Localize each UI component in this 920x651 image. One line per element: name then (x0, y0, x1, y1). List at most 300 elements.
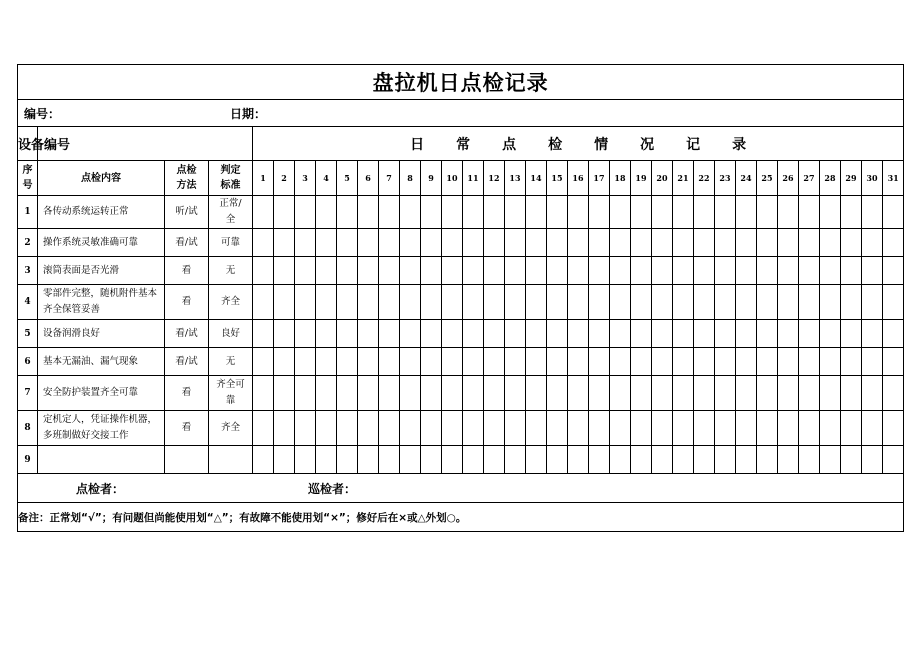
check-cell-day-1[interactable] (253, 257, 274, 285)
check-cell-day-26[interactable] (778, 229, 799, 257)
daily-title-char: 点 (502, 136, 517, 153)
check-cell-day-13[interactable] (505, 320, 526, 348)
check-cell-day-10[interactable] (442, 196, 463, 229)
check-cell-day-8[interactable] (400, 348, 421, 376)
check-cell-day-24[interactable] (736, 411, 757, 446)
check-cell-day-24[interactable] (736, 376, 757, 411)
check-cell-day-25[interactable] (757, 411, 778, 446)
daily-title-char: 检 (548, 136, 563, 153)
check-cell-day-14[interactable] (526, 320, 547, 348)
check-cell-day-4[interactable] (316, 196, 337, 229)
check-cell-day-11[interactable] (463, 229, 484, 257)
check-cell-day-15[interactable] (547, 320, 568, 348)
check-cell-day-15[interactable] (547, 196, 568, 229)
check-cell-day-21[interactable] (673, 229, 694, 257)
day-header-1: 1 (253, 161, 274, 196)
check-cell-day-18[interactable] (610, 229, 631, 257)
check-cell-day-30[interactable] (862, 196, 883, 229)
check-cell-day-11[interactable] (463, 411, 484, 446)
check-cell-day-22[interactable] (694, 446, 715, 474)
check-cell-day-12[interactable] (484, 285, 505, 320)
check-cell-day-30[interactable] (862, 411, 883, 446)
item-seq: 8 (18, 411, 38, 446)
check-cell-day-20[interactable] (652, 411, 673, 446)
check-cell-day-28[interactable] (820, 285, 841, 320)
check-cell-day-8[interactable] (400, 229, 421, 257)
check-cell-day-2[interactable] (274, 411, 295, 446)
check-cell-day-19[interactable] (631, 285, 652, 320)
check-cell-day-18[interactable] (610, 196, 631, 229)
check-cell-day-17[interactable] (589, 320, 610, 348)
check-cell-day-23[interactable] (715, 257, 736, 285)
check-cell-day-31[interactable] (883, 229, 904, 257)
header-seq: 序 号 (18, 161, 38, 196)
check-cell-day-20[interactable] (652, 229, 673, 257)
check-cell-day-29[interactable] (841, 411, 862, 446)
check-cell-day-2[interactable] (274, 196, 295, 229)
check-cell-day-29[interactable] (841, 229, 862, 257)
check-cell-day-29[interactable] (841, 320, 862, 348)
check-cell-day-15[interactable] (547, 229, 568, 257)
check-cell-day-9[interactable] (421, 320, 442, 348)
check-cell-day-8[interactable] (400, 257, 421, 285)
check-cell-day-17[interactable] (589, 257, 610, 285)
check-cell-day-10[interactable] (442, 285, 463, 320)
check-cell-day-18[interactable] (610, 348, 631, 376)
check-cell-day-29[interactable] (841, 196, 862, 229)
check-cell-day-3[interactable] (295, 257, 316, 285)
check-cell-day-30[interactable] (862, 376, 883, 411)
check-cell-day-9[interactable] (421, 229, 442, 257)
check-cell-day-5[interactable] (337, 446, 358, 474)
check-cell-day-4[interactable] (316, 285, 337, 320)
check-cell-day-23[interactable] (715, 229, 736, 257)
check-cell-day-19[interactable] (631, 229, 652, 257)
check-cell-day-28[interactable] (820, 196, 841, 229)
check-cell-day-16[interactable] (568, 229, 589, 257)
check-cell-day-7[interactable] (379, 446, 400, 474)
check-cell-day-16[interactable] (568, 257, 589, 285)
check-cell-day-1[interactable] (253, 348, 274, 376)
check-cell-day-28[interactable] (820, 257, 841, 285)
item-seq: 1 (18, 196, 38, 229)
day-header-16: 16 (568, 161, 589, 196)
check-cell-day-21[interactable] (673, 446, 694, 474)
item-seq: 9 (18, 446, 38, 474)
check-cell-day-23[interactable] (715, 320, 736, 348)
check-cell-day-11[interactable] (463, 320, 484, 348)
check-cell-day-6[interactable] (358, 257, 379, 285)
check-cell-day-26[interactable] (778, 348, 799, 376)
check-cell-day-11[interactable] (463, 446, 484, 474)
check-cell-day-15[interactable] (547, 411, 568, 446)
check-cell-day-13[interactable] (505, 348, 526, 376)
check-cell-day-8[interactable] (400, 285, 421, 320)
check-cell-day-31[interactable] (883, 446, 904, 474)
check-cell-day-27[interactable] (799, 229, 820, 257)
check-cell-day-15[interactable] (547, 285, 568, 320)
item-seq: 2 (18, 229, 38, 257)
check-cell-day-29[interactable] (841, 285, 862, 320)
check-cell-day-16[interactable] (568, 348, 589, 376)
check-cell-day-31[interactable] (883, 411, 904, 446)
check-cell-day-23[interactable] (715, 348, 736, 376)
check-cell-day-14[interactable] (526, 446, 547, 474)
check-cell-day-22[interactable] (694, 257, 715, 285)
check-cell-day-6[interactable] (358, 285, 379, 320)
check-cell-day-14[interactable] (526, 348, 547, 376)
check-cell-day-6[interactable] (358, 348, 379, 376)
check-cell-day-19[interactable] (631, 411, 652, 446)
check-cell-day-8[interactable] (400, 411, 421, 446)
check-cell-day-31[interactable] (883, 196, 904, 229)
check-cell-day-22[interactable] (694, 285, 715, 320)
check-cell-day-10[interactable] (442, 229, 463, 257)
check-cell-day-10[interactable] (442, 348, 463, 376)
check-cell-day-16[interactable] (568, 285, 589, 320)
check-cell-day-24[interactable] (736, 196, 757, 229)
check-cell-day-28[interactable] (820, 229, 841, 257)
check-cell-day-11[interactable] (463, 285, 484, 320)
check-cell-day-8[interactable] (400, 376, 421, 411)
check-cell-day-16[interactable] (568, 376, 589, 411)
check-cell-day-2[interactable] (274, 376, 295, 411)
check-cell-day-18[interactable] (610, 411, 631, 446)
check-cell-day-27[interactable] (799, 320, 820, 348)
check-cell-day-28[interactable] (820, 446, 841, 474)
check-cell-day-20[interactable] (652, 376, 673, 411)
check-cell-day-12[interactable] (484, 257, 505, 285)
check-cell-day-18[interactable] (610, 320, 631, 348)
check-cell-day-4[interactable] (316, 320, 337, 348)
check-cell-day-2[interactable] (274, 320, 295, 348)
check-cell-day-16[interactable] (568, 446, 589, 474)
check-cell-day-31[interactable] (883, 257, 904, 285)
check-cell-day-10[interactable] (442, 376, 463, 411)
check-cell-day-27[interactable] (799, 446, 820, 474)
check-cell-day-12[interactable] (484, 229, 505, 257)
check-cell-day-5[interactable] (337, 257, 358, 285)
check-cell-day-25[interactable] (757, 285, 778, 320)
item-content: 滚筒表面是否光滑 (38, 257, 165, 285)
check-cell-day-12[interactable] (484, 196, 505, 229)
check-cell-day-14[interactable] (526, 376, 547, 411)
check-cell-day-22[interactable] (694, 229, 715, 257)
check-cell-day-25[interactable] (757, 348, 778, 376)
check-cell-day-2[interactable] (274, 257, 295, 285)
check-cell-day-21[interactable] (673, 257, 694, 285)
check-cell-day-5[interactable] (337, 348, 358, 376)
check-cell-day-5[interactable] (337, 285, 358, 320)
check-cell-day-3[interactable] (295, 196, 316, 229)
check-cell-day-2[interactable] (274, 348, 295, 376)
check-cell-day-12[interactable] (484, 411, 505, 446)
item-method: 看/试 (165, 348, 209, 376)
check-cell-day-21[interactable] (673, 411, 694, 446)
check-cell-day-17[interactable] (589, 285, 610, 320)
check-cell-day-20[interactable] (652, 446, 673, 474)
check-cell-day-25[interactable] (757, 196, 778, 229)
check-cell-day-10[interactable] (442, 411, 463, 446)
check-cell-day-21[interactable] (673, 285, 694, 320)
check-cell-day-27[interactable] (799, 411, 820, 446)
check-cell-day-4[interactable] (316, 257, 337, 285)
check-cell-day-29[interactable] (841, 376, 862, 411)
check-cell-day-20[interactable] (652, 196, 673, 229)
check-cell-day-1[interactable] (253, 376, 274, 411)
check-cell-day-12[interactable] (484, 446, 505, 474)
day-header-31: 31 (883, 161, 904, 196)
check-cell-day-21[interactable] (673, 376, 694, 411)
check-cell-day-23[interactable] (715, 446, 736, 474)
item-content: 各传动系统运转正常 (38, 196, 165, 229)
check-cell-day-6[interactable] (358, 320, 379, 348)
check-cell-day-19[interactable] (631, 348, 652, 376)
check-cell-day-21[interactable] (673, 196, 694, 229)
check-cell-day-7[interactable] (379, 376, 400, 411)
check-cell-day-5[interactable] (337, 229, 358, 257)
check-cell-day-16[interactable] (568, 320, 589, 348)
check-cell-day-16[interactable] (568, 411, 589, 446)
check-cell-day-3[interactable] (295, 229, 316, 257)
check-cell-day-7[interactable] (379, 348, 400, 376)
check-cell-day-23[interactable] (715, 411, 736, 446)
check-cell-day-21[interactable] (673, 320, 694, 348)
check-cell-day-1[interactable] (253, 285, 274, 320)
check-cell-day-30[interactable] (862, 285, 883, 320)
check-cell-day-5[interactable] (337, 196, 358, 229)
check-cell-day-5[interactable] (337, 411, 358, 446)
check-cell-day-30[interactable] (862, 446, 883, 474)
check-cell-day-13[interactable] (505, 196, 526, 229)
check-cell-day-9[interactable] (421, 376, 442, 411)
check-cell-day-26[interactable] (778, 285, 799, 320)
check-cell-day-31[interactable] (883, 285, 904, 320)
check-cell-day-9[interactable] (421, 257, 442, 285)
check-cell-day-19[interactable] (631, 376, 652, 411)
check-cell-day-26[interactable] (778, 376, 799, 411)
check-cell-day-9[interactable] (421, 285, 442, 320)
check-cell-day-19[interactable] (631, 257, 652, 285)
check-cell-day-30[interactable] (862, 348, 883, 376)
check-cell-day-3[interactable] (295, 320, 316, 348)
daily-record-title (253, 127, 904, 161)
check-cell-day-24[interactable] (736, 229, 757, 257)
check-cell-day-10[interactable] (442, 257, 463, 285)
check-cell-day-25[interactable] (757, 320, 778, 348)
check-cell-day-14[interactable] (526, 257, 547, 285)
check-cell-day-22[interactable] (694, 411, 715, 446)
check-cell-day-14[interactable] (526, 196, 547, 229)
check-cell-day-15[interactable] (547, 257, 568, 285)
check-cell-day-21[interactable] (673, 348, 694, 376)
check-cell-day-17[interactable] (589, 348, 610, 376)
check-cell-day-2[interactable] (274, 446, 295, 474)
check-cell-day-19[interactable] (631, 446, 652, 474)
check-cell-day-26[interactable] (778, 320, 799, 348)
check-cell-day-4[interactable] (316, 348, 337, 376)
check-cell-day-8[interactable] (400, 320, 421, 348)
check-cell-day-25[interactable] (757, 446, 778, 474)
check-cell-day-6[interactable] (358, 411, 379, 446)
check-cell-day-17[interactable] (589, 196, 610, 229)
table-row (18, 196, 904, 229)
check-cell-day-6[interactable] (358, 376, 379, 411)
day-header-18: 18 (610, 161, 631, 196)
check-cell-day-27[interactable] (799, 348, 820, 376)
check-cell-day-23[interactable] (715, 285, 736, 320)
check-cell-day-12[interactable] (484, 348, 505, 376)
check-cell-day-27[interactable] (799, 257, 820, 285)
check-cell-day-15[interactable] (547, 376, 568, 411)
check-cell-day-12[interactable] (484, 376, 505, 411)
check-cell-day-13[interactable] (505, 376, 526, 411)
item-method: 看 (165, 376, 209, 411)
check-cell-day-7[interactable] (379, 320, 400, 348)
check-cell-day-4[interactable] (316, 229, 337, 257)
check-cell-day-30[interactable] (862, 229, 883, 257)
check-cell-day-14[interactable] (526, 285, 547, 320)
check-cell-day-23[interactable] (715, 376, 736, 411)
check-cell-day-27[interactable] (799, 196, 820, 229)
check-cell-day-13[interactable] (505, 411, 526, 446)
check-cell-day-28[interactable] (820, 411, 841, 446)
check-cell-day-24[interactable] (736, 320, 757, 348)
check-cell-day-26[interactable] (778, 196, 799, 229)
check-cell-day-8[interactable] (400, 196, 421, 229)
check-cell-day-27[interactable] (799, 376, 820, 411)
check-cell-day-24[interactable] (736, 285, 757, 320)
check-cell-day-29[interactable] (841, 348, 862, 376)
daily-title-char: 录 (732, 136, 747, 153)
check-cell-day-11[interactable] (463, 376, 484, 411)
check-cell-day-29[interactable] (841, 257, 862, 285)
check-cell-day-26[interactable] (778, 257, 799, 285)
check-cell-day-4[interactable] (316, 411, 337, 446)
check-cell-day-24[interactable] (736, 348, 757, 376)
check-cell-day-18[interactable] (610, 446, 631, 474)
check-cell-day-22[interactable] (694, 348, 715, 376)
check-cell-day-7[interactable] (379, 257, 400, 285)
check-cell-day-31[interactable] (883, 320, 904, 348)
check-cell-day-24[interactable] (736, 257, 757, 285)
check-cell-day-28[interactable] (820, 376, 841, 411)
check-cell-day-18[interactable] (610, 376, 631, 411)
check-cell-day-5[interactable] (337, 376, 358, 411)
check-cell-day-17[interactable] (589, 446, 610, 474)
check-cell-day-14[interactable] (526, 229, 547, 257)
check-cell-day-18[interactable] (610, 257, 631, 285)
check-cell-day-5[interactable] (337, 320, 358, 348)
check-cell-day-29[interactable] (841, 446, 862, 474)
check-cell-day-1[interactable] (253, 320, 274, 348)
check-cell-day-20[interactable] (652, 257, 673, 285)
check-cell-day-7[interactable] (379, 229, 400, 257)
check-cell-day-1[interactable] (253, 446, 274, 474)
check-cell-day-25[interactable] (757, 376, 778, 411)
item-standard: 无 (209, 348, 253, 376)
check-cell-day-13[interactable] (505, 446, 526, 474)
check-cell-day-26[interactable] (778, 411, 799, 446)
check-cell-day-13[interactable] (505, 285, 526, 320)
check-cell-day-10[interactable] (442, 320, 463, 348)
check-cell-day-28[interactable] (820, 320, 841, 348)
check-cell-day-1[interactable] (253, 229, 274, 257)
check-cell-day-15[interactable] (547, 446, 568, 474)
day-header-20: 20 (652, 161, 673, 196)
check-cell-day-20[interactable] (652, 320, 673, 348)
check-cell-day-22[interactable] (694, 320, 715, 348)
check-cell-day-1[interactable] (253, 196, 274, 229)
check-cell-day-19[interactable] (631, 196, 652, 229)
check-cell-day-11[interactable] (463, 196, 484, 229)
check-cell-day-16[interactable] (568, 196, 589, 229)
check-cell-day-22[interactable] (694, 376, 715, 411)
check-cell-day-3[interactable] (295, 411, 316, 446)
check-cell-day-6[interactable] (358, 446, 379, 474)
check-cell-day-15[interactable] (547, 348, 568, 376)
check-cell-day-20[interactable] (652, 348, 673, 376)
check-cell-day-17[interactable] (589, 376, 610, 411)
check-cell-day-31[interactable] (883, 376, 904, 411)
check-cell-day-19[interactable] (631, 320, 652, 348)
check-cell-day-22[interactable] (694, 196, 715, 229)
check-cell-day-27[interactable] (799, 285, 820, 320)
check-cell-day-6[interactable] (358, 229, 379, 257)
check-cell-day-25[interactable] (757, 229, 778, 257)
check-cell-day-30[interactable] (862, 320, 883, 348)
check-cell-day-3[interactable] (295, 376, 316, 411)
check-cell-day-18[interactable] (610, 285, 631, 320)
check-cell-day-3[interactable] (295, 446, 316, 474)
check-cell-day-4[interactable] (316, 376, 337, 411)
check-cell-day-25[interactable] (757, 257, 778, 285)
check-cell-day-1[interactable] (253, 411, 274, 446)
check-cell-day-17[interactable] (589, 411, 610, 446)
check-cell-day-31[interactable] (883, 348, 904, 376)
check-cell-day-24[interactable] (736, 446, 757, 474)
check-cell-day-8[interactable] (400, 446, 421, 474)
check-cell-day-17[interactable] (589, 229, 610, 257)
check-cell-day-12[interactable] (484, 320, 505, 348)
check-cell-day-7[interactable] (379, 196, 400, 229)
check-cell-day-9[interactable] (421, 411, 442, 446)
day-header-9: 9 (421, 161, 442, 196)
check-cell-day-2[interactable] (274, 285, 295, 320)
check-cell-day-11[interactable] (463, 257, 484, 285)
check-cell-day-3[interactable] (295, 348, 316, 376)
check-cell-day-30[interactable] (862, 257, 883, 285)
check-cell-day-7[interactable] (379, 285, 400, 320)
check-cell-day-28[interactable] (820, 348, 841, 376)
check-cell-day-6[interactable] (358, 196, 379, 229)
check-cell-day-2[interactable] (274, 229, 295, 257)
check-cell-day-13[interactable] (505, 257, 526, 285)
check-cell-day-26[interactable] (778, 446, 799, 474)
check-cell-day-9[interactable] (421, 348, 442, 376)
check-cell-day-23[interactable] (715, 196, 736, 229)
check-cell-day-20[interactable] (652, 285, 673, 320)
check-cell-day-11[interactable] (463, 348, 484, 376)
check-cell-day-7[interactable] (379, 411, 400, 446)
check-cell-day-3[interactable] (295, 285, 316, 320)
check-cell-day-4[interactable] (316, 446, 337, 474)
check-cell-day-13[interactable] (505, 229, 526, 257)
check-cell-day-14[interactable] (526, 411, 547, 446)
check-cell-day-10[interactable] (442, 446, 463, 474)
check-cell-day-9[interactable] (421, 196, 442, 229)
check-cell-day-9[interactable] (421, 446, 442, 474)
